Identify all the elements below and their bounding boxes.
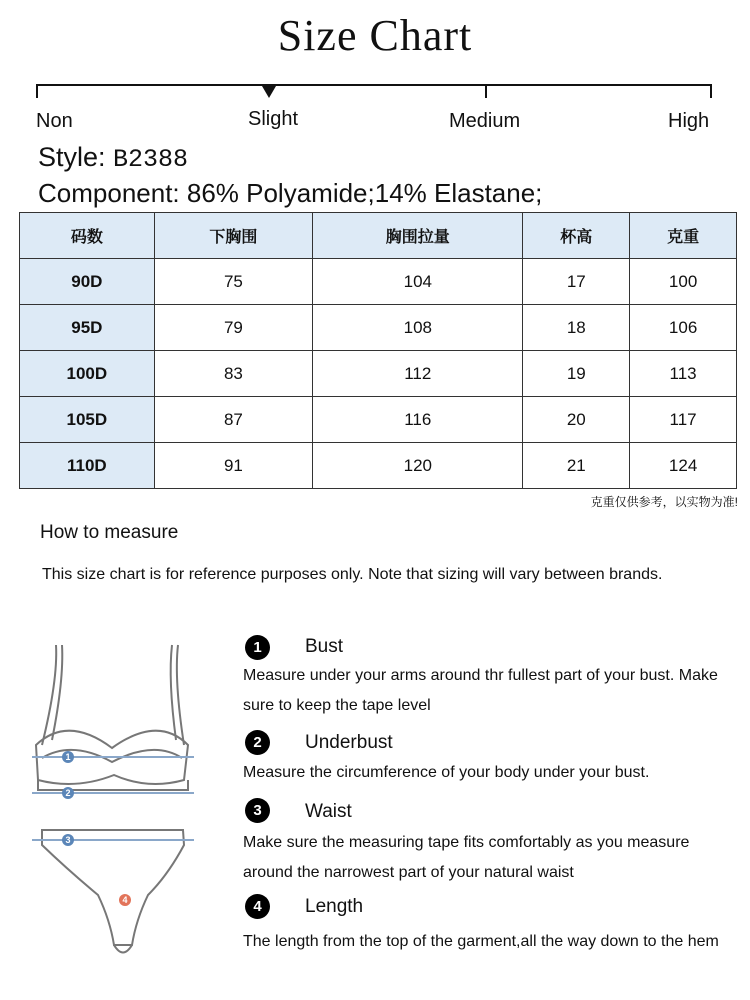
table-cell: 117 [630,397,737,443]
table-cell: 113 [630,351,737,397]
step-2-desc: Measure the circumference of your body under your bust. [243,764,650,781]
table-header-row [20,213,737,259]
header-size: 码数 [20,213,155,259]
table-cell: 100 [630,259,737,305]
scale-tick-non [36,84,38,98]
step-1-title: Bust [305,636,344,657]
marker-3-label: 3 [65,835,71,845]
table-cell: 17 [523,259,630,305]
table-cell: 104 [313,259,523,305]
table-row [20,351,737,397]
scale-label-slight: Slight [248,108,299,130]
table-cell: 87 [154,397,313,443]
table-cell: 19 [523,351,630,397]
table-cell: 124 [630,443,737,489]
stretch-scale [36,80,714,150]
step-1-number-icon: 1 [245,635,270,660]
table-row [20,443,737,489]
step-2-number-icon: 2 [245,730,270,755]
table-cell: 105D [20,397,155,443]
header-weight: 克重 [630,213,737,259]
table-cell: 91 [154,443,313,489]
scale-tick-medium [485,84,487,98]
table-cell: 20 [523,397,630,443]
style-value: B2388 [113,145,189,174]
table-row [20,259,737,305]
how-to-measure-title: How to measure [40,522,179,543]
weight-note: 克重仅供参考，以实物为准! [590,495,738,509]
style-line [38,142,188,174]
scale-label-high: High [668,110,710,132]
scale-tick-high [710,84,712,98]
page-title: Size Chart [277,11,473,60]
step-4-desc: The length from the top of the garment,all the way down to the hem [243,933,719,950]
marker-4-label: 4 [122,895,128,905]
reference-note: This size chart is for reference purposes only. Note that sizing will vary between brands. [42,566,663,583]
step-3-title: Waist [305,801,352,822]
marker-2-label: 2 [65,788,71,798]
step-4-number-icon: 4 [245,894,270,919]
step-2-title: Underbust [305,732,393,753]
garment-illustration [28,640,198,970]
table-cell: 112 [313,351,523,397]
step-3-number-icon: 3 [245,798,270,823]
table-cell: 79 [154,305,313,351]
step-3-desc: Make sure the measuring tape fits comfortably as you measure around the narrowest part of your natural waist [243,834,690,881]
table-cell: 110D [20,443,155,489]
table-cell: 75 [154,259,313,305]
step-4-title: Length [305,896,364,917]
header-cup-height: 杯高 [523,213,630,259]
header-bust-stretch: 胸围拉量 [313,213,523,259]
size-table [19,212,737,489]
table-cell: 120 [313,443,523,489]
component-text: Component: 86% Polyamide;14% Elastane; [38,178,543,208]
header-underbust: 下胸围 [154,213,313,259]
scale-line [36,84,712,86]
table-cell: 95D [20,305,155,351]
table-cell: 21 [523,443,630,489]
table-cell: 116 [313,397,523,443]
style-label: Style: [38,142,106,172]
step-1-desc: Measure under your arms around thr fullest part of your bust. Make sure to keep the tape level [243,667,718,714]
scale-label-medium: Medium [449,110,521,132]
table-cell: 18 [523,305,630,351]
table-cell: 83 [154,351,313,397]
table-cell: 106 [630,305,737,351]
marker-1-label: 1 [65,752,71,762]
table-cell: 100D [20,351,155,397]
scale-label-non: Non [36,110,73,132]
table-cell: 90D [20,259,155,305]
table-cell: 108 [313,305,523,351]
table-row [20,397,737,443]
scale-selected-marker-icon [262,86,276,98]
table-row [20,305,737,351]
